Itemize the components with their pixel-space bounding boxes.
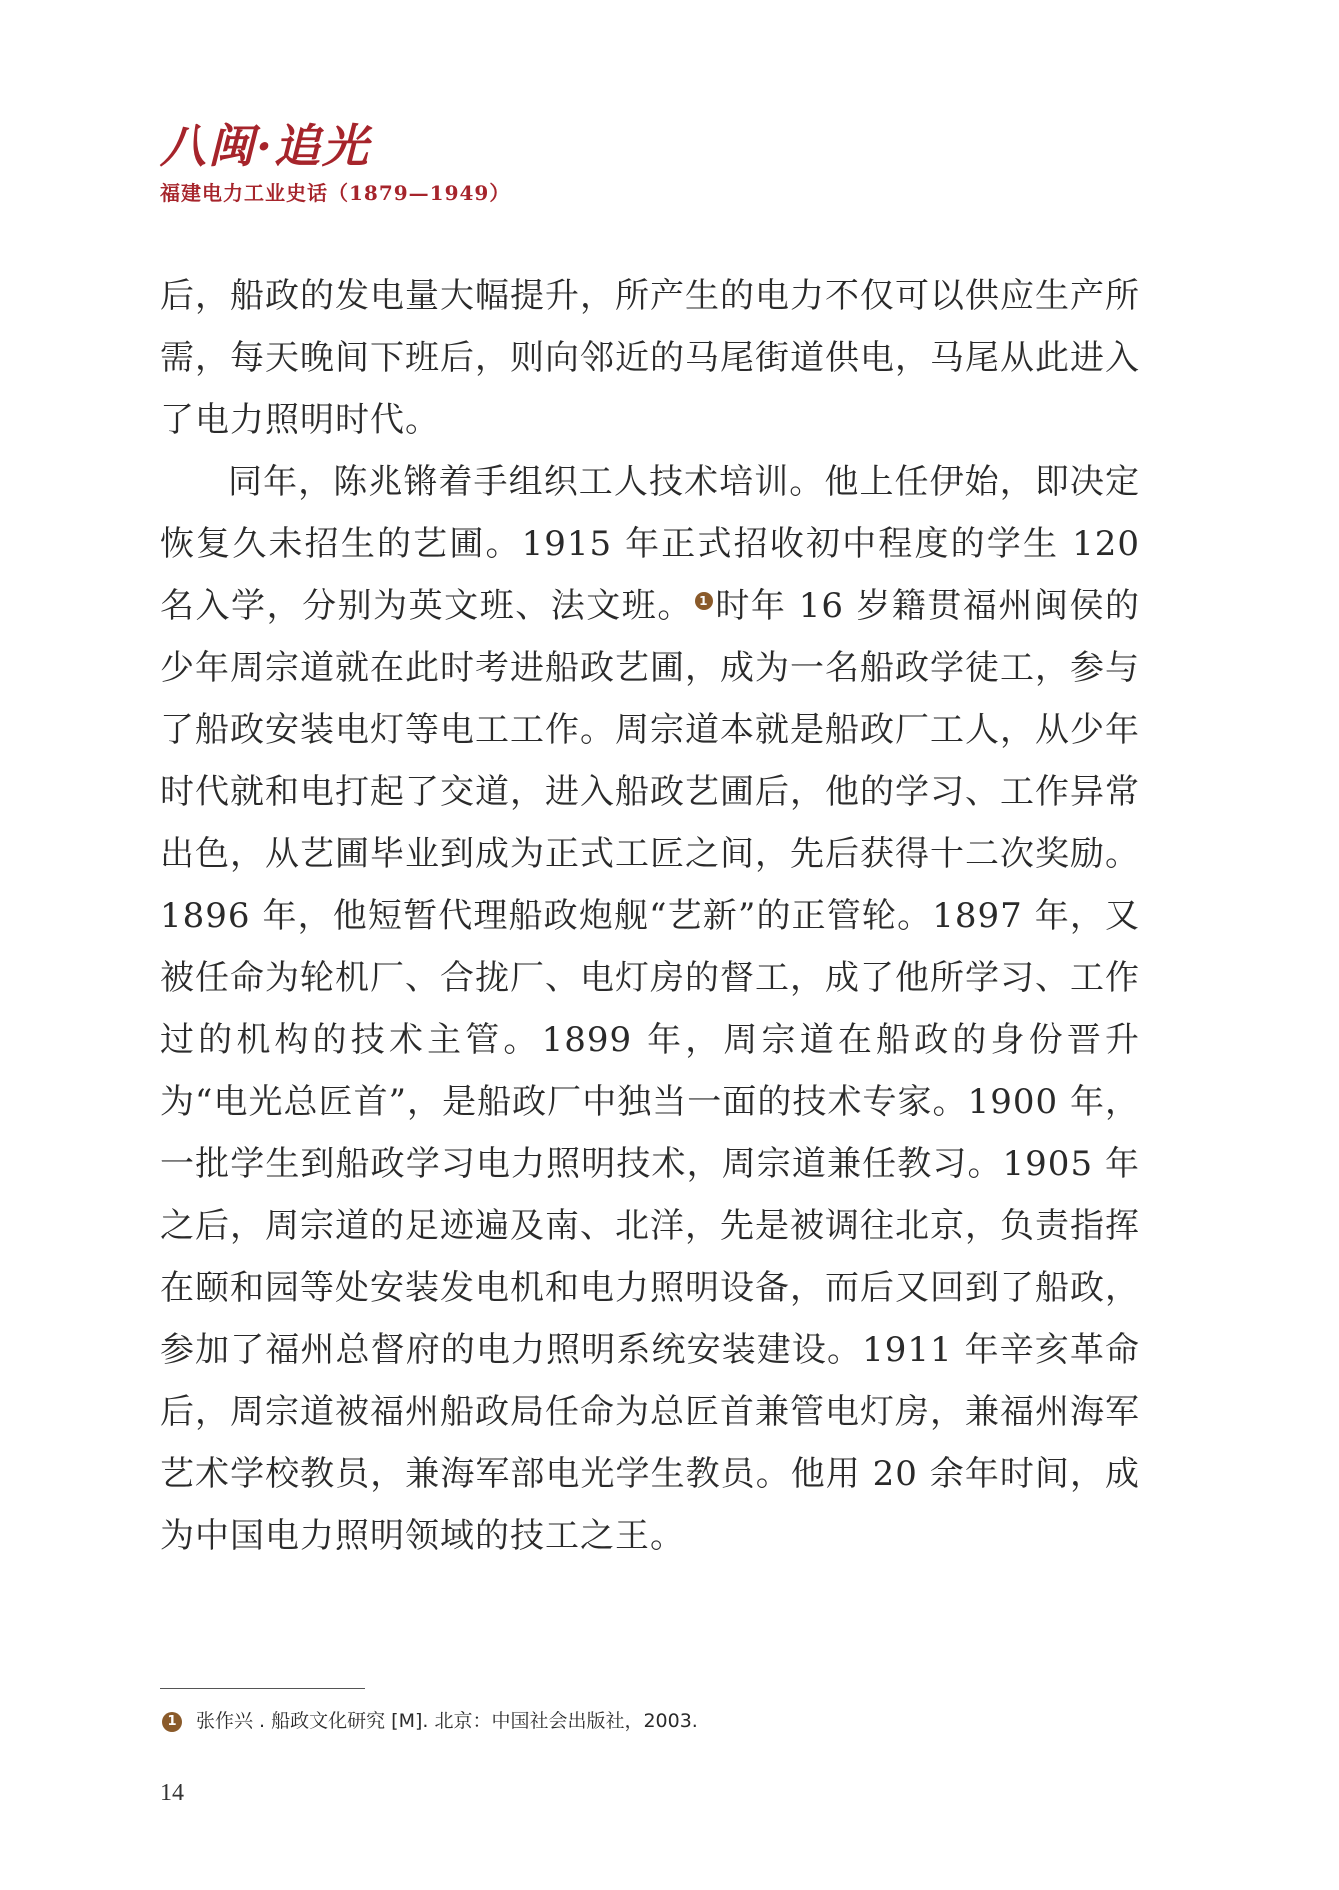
page-number: 14 — [160, 1780, 184, 1806]
paragraph-2 — [160, 451, 1140, 1567]
footnote — [160, 1706, 698, 1736]
footnote-marker: 1 — [162, 1712, 182, 1732]
running-header — [160, 118, 510, 206]
footnote-reference-marker[interactable]: 1 — [695, 592, 713, 610]
paragraph-2-text-a: 同年，陈兆锵着手组织工人技术培训。他上任伊始，即决定恢复久未招生的艺圃。1915 年正式招收初中程度的学生 120 名入学，分别为英文班、法文班。 — [160, 462, 1140, 626]
book-title: 八闽·追光 — [160, 119, 371, 173]
body-text — [160, 265, 1140, 1567]
footnote-text: 张作兴 . 船政文化研究 [M]. 北京：中国社会出版社，2003. — [196, 1710, 698, 1732]
paragraph-2-text-b: 时年 16 岁籍贯福州闽侯的少年周宗道就在此时考进船政艺圃，成为一名船政学徒工，参与了船政安装电灯等电工工作。周宗道本就是船政厂工人，从少年时代就和电打起了交道，进入船政艺圃后，他的学习、工作异常出色，从艺圃毕业到成为正式工匠之间，先后获得十二次奖励。1896 年，他短暂代理船政炮舰“艺新”的正管轮。1897 年，又被任命为轮机厂、合拢厂、电灯房的督工，成了他所学习、工作过的机构的技术主管。1899 年，周宗道在船政的身份晋升为“电光总匠首”，是船政厂中独当一面的技术专家。1900 年，一批学生到船政学习电力照明技术，周宗道兼任教习。1905 年之后，周宗道的足迹遍及南、北洋，先是被调往北京，负责指挥在颐和园等处安装发电机和电力照明设备，而后又回到了船政，参加了福州总督府的电力照明系统安装建设。1911 年辛亥革命后，周宗道被福州船政局任命为总匠首兼管电灯房，兼福州海军艺术学校教员，兼海军部电光学生教员。他用 20 余年时间，成为中国电力照明领域的技工之王。 — [160, 586, 1140, 1556]
paragraph-1: 后，船政的发电量大幅提升，所产生的电力不仅可以供应生产所需，每天晚间下班后，则向邻近的马尾街道供电，马尾从此进入了电力照明时代。 — [160, 276, 1140, 440]
footnote-divider — [160, 1688, 365, 1689]
book-subtitle: 福建电力工业史话（1879—1949） — [160, 181, 511, 205]
